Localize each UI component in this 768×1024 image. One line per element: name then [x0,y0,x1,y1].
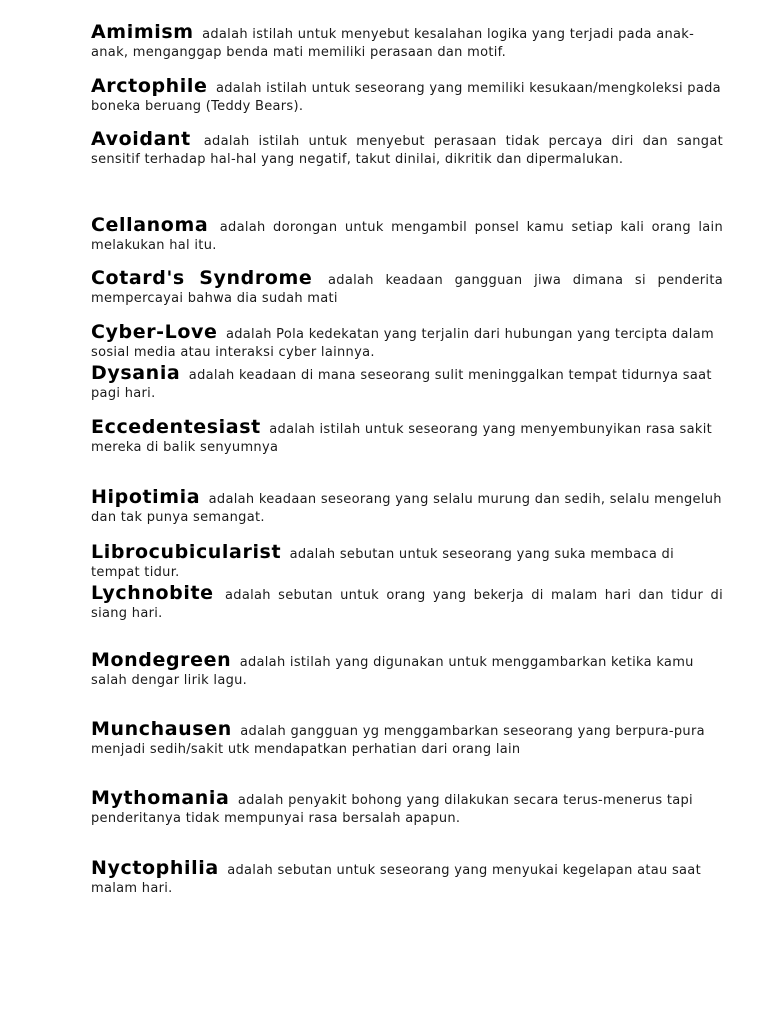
entry-term: Arctophile [91,75,208,97]
entry-term: Mondegreen [91,649,232,671]
entry-definition: adalah penyakit bohong yang dilakukan secara terus-menerus tapi penderitanya tidak mempunyai rasa bersalah apapun. [91,793,693,826]
entry-mondegreen [91,649,723,689]
entry-mythomania [91,787,723,827]
entry-term: Cyber-Love [91,321,218,343]
entry-term: Mythomania [91,787,230,809]
entry-term: Hipotimia [91,486,201,508]
entry-term: Nyctophilia [91,857,219,879]
entry-munchausen [91,718,723,758]
entry-cellanoma [91,214,723,254]
entry-librocubicularist [91,541,723,581]
entry-definition: adalah dorongan untuk mengambil ponsel kamu setiap kali orang lain melakukan hal itu. [91,220,723,253]
entry-hipotimia [91,486,723,526]
entry-avoidant [91,128,723,168]
entry-definition: adalah sebutan untuk seseorang yang menyukai kegelapan atau saat malam hari. [91,863,701,896]
entry-definition: adalah Pola kedekatan yang terjalin dari hubungan yang tercipta dalam sosial media atau interaksi cyber lainnya. [91,327,714,360]
entry-term: Dysania [91,362,181,384]
entry-cyber-love [91,321,723,361]
entry-definition: adalah istilah untuk menyebut perasaan tidak percaya diri dan sangat sensitif terhadap hal-hal yang negatif, takut dinilai, dikritik dan dipermalukan. [91,134,723,167]
entry-term: Cotard's Syndrome [91,267,313,289]
entry-term: Cellanoma [91,214,209,236]
entry-term: Amimism [91,21,194,43]
entry-term: Eccedentesiast [91,416,261,438]
entry-definition: adalah sebutan untuk orang yang bekerja di malam hari dan tidur di siang hari. [91,588,723,621]
entry-dysania [91,362,723,402]
entry-definition: adalah istilah untuk seseorang yang menyembunyikan rasa sakit mereka di balik senyumnya [91,422,713,455]
entry-definition: adalah sebutan untuk seseorang yang suka membaca di tempat tidur. [91,547,674,580]
entry-nyctophilia [91,857,723,897]
entry-arctophile [91,75,723,115]
entry-definition: adalah istilah untuk seseorang yang memiliki kesukaan/mengkoleksi pada boneka beruang (Teddy Bears). [91,81,721,114]
entry-term: Avoidant [91,128,191,150]
entry-definition: adalah keadaan di mana seseorang sulit meninggalkan tempat tidurnya saat pagi hari. [91,368,712,401]
entry-definition: adalah keadaan gangguan jiwa dimana si penderita mempercayai bahwa dia sudah mati [91,273,723,306]
entry-definition: adalah istilah untuk menyebut kesalahan logika yang terjadi pada anak-anak, menganggap benda mati memiliki perasaan dan motif. [91,27,695,60]
entry-amimism [91,21,723,61]
entry-lychnobite [91,582,723,622]
entry-term: Librocubicularist [91,541,282,563]
entry-term: Lychnobite [91,582,214,604]
entry-cotards-syndrome [91,267,723,307]
entry-definition: adalah keadaan seseorang yang selalu murung dan sedih, selalu mengeluh dan tak punya semangat. [91,492,722,525]
entry-definition: adalah istilah yang digunakan untuk menggambarkan ketika kamu salah dengar lirik lagu. [91,655,694,688]
entry-definition: adalah gangguan yg menggambarkan seseorang yang berpura-pura menjadi sedih/sakit utk mendapatkan perhatian dari orang lain [91,724,705,757]
entry-term: Munchausen [91,718,232,740]
entry-eccedentesiast [91,416,723,456]
